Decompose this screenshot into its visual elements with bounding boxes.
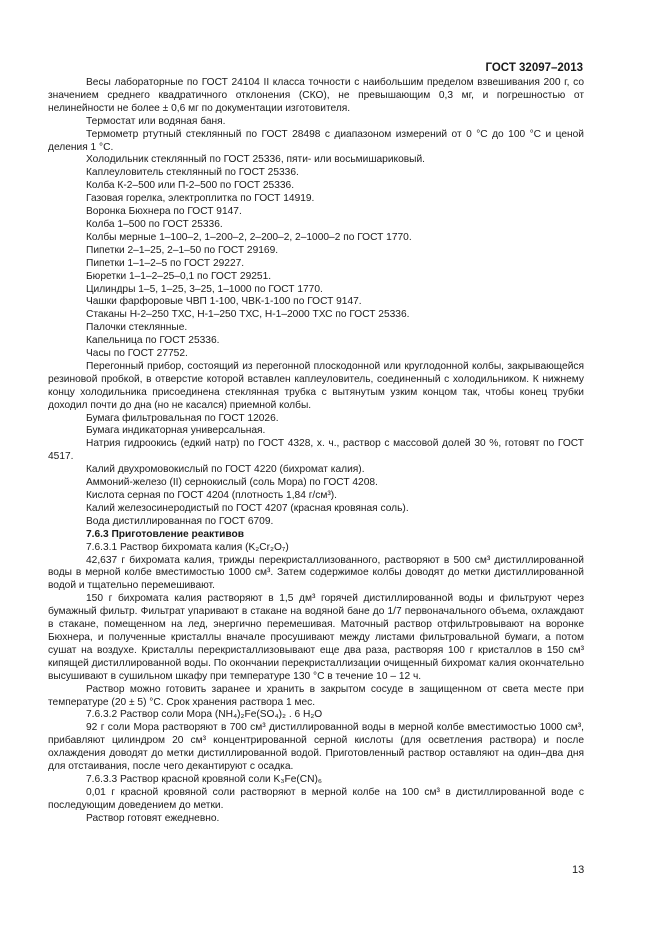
paragraph-pipettes-29169: Пипетки 2–1–25, 2–1–50 по ГОСТ 29169. [86, 244, 279, 256]
paragraph-dichromate-dissolve: 42,637 г бихромата калия, трижды перекристаллизованного, растворяют в 500 см³ дистиллированной воды в мерной колбе вместимостью 1000 см³. Затем содержимое колбы доводят до метки дистиллированной водой и тщательно перемешивают. [48, 554, 584, 592]
page-number: 13 [572, 864, 585, 876]
paragraph-cylinders: Цилиндры 1–5, 1–25, 3–25, 1–1000 по ГОСТ 1770. [86, 283, 323, 295]
paragraph-filter-paper: Бумага фильтровальная по ГОСТ 12026. [86, 412, 279, 424]
paragraph-pipettes-29227: Пипетки 1–1–2–5 по ГОСТ 29227. [86, 257, 245, 269]
subsection-ferricyanide-solution: 7.6.3.3 Раствор красной кровяной соли K₃Fe(CN)₆ [86, 773, 322, 785]
paragraph-rods: Палочки стеклянные. [86, 322, 188, 334]
paragraph-indicator-paper: Бумага индикаторная универсальная. [86, 425, 266, 437]
paragraph-mohr-salt-preparation: 92 г соли Мора растворяют в 700 см³ дистиллированной воды в мерной колбе вместимостью 1000 см³, прибавляют цилиндром 20 см³ концентрированной серной кислоты (для осветления раствора) и после охлаждения доводят до метки дистиллированной водой. Приготовленный раствор оставляют на один–два дня для отстаивания, после чего декантируют с осадка. [48, 722, 584, 773]
paragraph-distillation-apparatus: Перегонный прибор, состоящий из перегонной плоскодонной или круглодонной колбы, закрывающейся резиновой пробкой, в отверстие которой вставлен каплеуловитель, соединенный с холодильником. К нижнему концу холодильника присоединена стеклянная трубка с вытянутым узким концом так, чтобы конец трубки доходил почти до дна (но не касался) приемной колбы. [48, 360, 584, 411]
subsection-dichromate-solution: 7.6.3.1 Раствор бихромата калия (K₂Cr₂O₇) [86, 541, 289, 553]
paragraph-ferricyanide: Калий железосинеродистый по ГОСТ 4207 (красная кровяная соль). [86, 502, 409, 514]
paragraph-dichromate-storage: Раствор можно готовить заранее и хранить в закрытом сосуде в защищенном от света месте при температуре (20 ± 5) °С. Срок хранения раствора 1 мес. [48, 683, 584, 708]
paragraph-condenser: Холодильник стеклянный по ГОСТ 25336, пяти- или восьмишариковый. [86, 154, 426, 166]
paragraph-scales: Весы лабораторные по ГОСТ 24104 II класса точности с наибольшим пределом взвешивания 200 г, со значением среднего квадратичного отклонения (СКО), не превышающим 0,3 мг, и погрешностью от нелинейности не более ± 0,6 мг по документации изготовителя. [48, 77, 584, 114]
paragraph-dropper: Капельница по ГОСТ 25336. [86, 335, 220, 347]
paragraph-clock: Часы по ГОСТ 27752. [86, 348, 188, 360]
section-heading-reagent-preparation: 7.6.3 Приготовление реактивов [86, 528, 245, 540]
paragraph-distilled-water: Вода дистиллированная по ГОСТ 6709. [86, 515, 274, 527]
subsection-mohr-salt-solution: 7.6.3.2 Раствор соли Мора (NH₄)₂Fe(SO₄)₂ . 6 H₂O [86, 709, 323, 721]
paragraph-mohr-salt: Аммоний-железо (II) сернокислый (соль Мора) по ГОСТ 4208. [86, 477, 378, 489]
paragraph-burettes: Бюретки 1–1–2–25–0,1 по ГОСТ 29251. [86, 270, 272, 282]
paragraph-flask-1-500: Колба 1–500 по ГОСТ 25336. [86, 218, 223, 230]
paragraph-potassium-dichromate: Калий двухромовокислый по ГОСТ 4220 (бихромат калия). [86, 464, 365, 476]
paragraph-thermostat: Термостат или водяная баня. [86, 115, 226, 127]
paragraph-flask-k2: Колба К-2–500 или П-2–500 по ГОСТ 25336. [86, 180, 295, 192]
paragraph-burner: Газовая горелка, электроплитка по ГОСТ 14919. [86, 193, 315, 205]
document-body [48, 77, 584, 826]
paragraph-volumetric-flasks: Колбы мерные 1–100–2, 1–200–2, 2–200–2, 2–1000–2 по ГОСТ 1770. [86, 231, 412, 243]
document-id: ГОСТ 32097–2013 [485, 62, 583, 74]
paragraph-buchner: Воронка Бюхнера по ГОСТ 9147. [86, 206, 242, 218]
paragraph-trap: Каплеуловитель стеклянный по ГОСТ 25336. [86, 167, 299, 179]
paragraph-beakers: Стаканы Н-2–250 ТХС, Н-1–250 ТХС, Н-1–2000 ТХС по ГОСТ 25336. [86, 309, 410, 321]
paragraph-dishes: Чашки фарфоровые ЧВП 1-100, ЧВК-1-100 по ГОСТ 9147. [86, 296, 362, 308]
paragraph-dichromate-recrystallization: 150 г бихромата калия растворяют в 1,5 дм³ горячей дистиллированной воды и фильтруют через бумажный фильтр. Фильтрат упаривают в стакане на водяной бане до 1/7 первоначального объема, охлаждают в стакане, помещенном на лед, энергично перемешивая. Маточный раствор отфильтровывают на воронке Бюхнера, и полученные кристаллы вначале просушивают между листами фильтровальной бумаги, а потом сушат на воздухе. Кристаллы перекристаллизовывают еще два раза, растворяя 100 г кристаллов в 150 см³ кипящей дистиллированной воды. По окончании перекристаллизации очищенный бихромат калия окончательно высушивают в сушильном шкафу при температуре 130 °С в течение 10 – 12 ч. [48, 593, 584, 682]
paragraph-prepare-daily: Раствор готовят ежедневно. [86, 812, 220, 824]
paragraph-sulfuric-acid: Кислота серная по ГОСТ 4204 (плотность 1,84 г/см³). [86, 490, 337, 501]
paragraph-thermometer: Термометр ртутный стеклянный по ГОСТ 28498 с диапазоном измерений от 0 °С до 100 °С и ценой деления 1 °С. [48, 128, 584, 153]
paragraph-ferricyanide-preparation: 0,01 г красной кровяной соли растворяют в мерной колбе на 100 см³ в дистиллированной воде с последующим доведением до метки. [48, 786, 584, 811]
paragraph-sodium-hydroxide: Натрия гидроокись (едкий натр) по ГОСТ 4328, х. ч., раствор с массовой долей 30 %, готовят по ГОСТ 4517. [48, 438, 584, 463]
